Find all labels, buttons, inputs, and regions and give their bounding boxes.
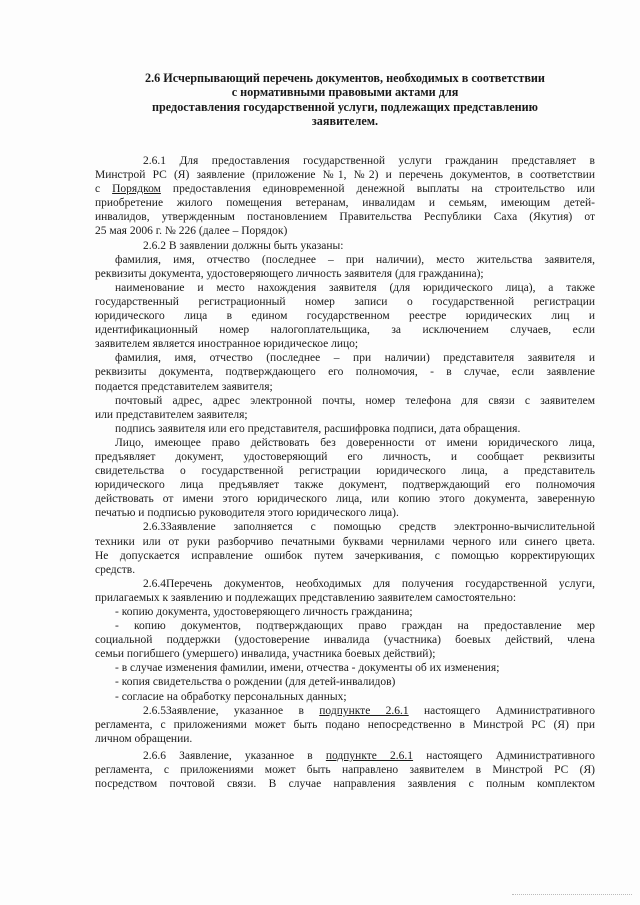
- list-item-name: идентификационный номер налогоплательщика, за исключением случаев, если: [95, 324, 595, 337]
- legal-entity-paragraph: печатью и подписью руководителя этого юридического лица).: [95, 507, 399, 520]
- paragraph-2-6-1-line: приобретение жилого помещения ветеранам, инвалидам и семьям, имеющим детей-: [95, 197, 595, 210]
- paragraph-2-6-6-line: регламента, с приложениями может быть направлено заявителем в Минстрой РС (Я): [95, 764, 595, 777]
- document-list-item: - в случае изменения фамилии, имени, отчества - документы об их изменения;: [115, 662, 500, 675]
- paragraph-2-6-1-line: 2.6.1 Для предоставления государственной услуги гражданин представляет в: [143, 155, 595, 167]
- text-fragment: настоящего Административного: [413, 749, 595, 762]
- list-item-address: или представителем заявителя;: [95, 408, 248, 421]
- paragraph-2-6-3: техники или от руки разборчиво печатными буквами чернилами черного или синего цвета.: [95, 535, 595, 548]
- list-item-name: государственный регистрационный номер записи о государственной регистрации: [95, 295, 595, 308]
- text-fragment: с: [95, 183, 113, 196]
- heading-line: 2.6 Исчерпывающий перечень документов, необходимых в соответствии: [145, 71, 545, 85]
- subpoint-link[interactable]: подпункте 2.6.1: [319, 704, 409, 717]
- document-list-item: социальной поддержки (удостоверение инвалида (участника) боевых действий, члена: [95, 634, 595, 647]
- subpoint-link[interactable]: подпункте 2.6.1: [325, 749, 414, 762]
- list-item-representative: фамилия, имя, отчество (последнее – при наличии) представителя заявителя и: [115, 352, 595, 365]
- document-list-item: - согласие на обработку персональных данных;: [115, 690, 347, 703]
- paragraph-2-6-3: Не допускается исправление ошибок путем зачеркивания, с помощью корректирующих: [95, 549, 595, 562]
- document-list-item: семьи погибшего (умершего) инвалида, участника боевых действий);: [95, 648, 436, 661]
- legal-entity-paragraph: действовать от имени этого юридического лица, или копию этого документа, заверенную: [95, 493, 595, 506]
- heading-line: заявителем.: [311, 113, 379, 128]
- list-item-name: наименование и место нахождения заявителя (для юридического лица), а также: [115, 281, 595, 294]
- scan-artifact: [512, 891, 632, 895]
- paragraph-2-6-5-line: регламента, с приложениями может быть подано непосредственно в Минстрой РС (Я) при: [95, 718, 595, 731]
- heading-line: предоставления государственной услуги, подлежащих представлению: [152, 99, 538, 114]
- paragraph-2-6-1-line: инвалидов, утвержденным постановлением Правительства Республики Саха (Якутия) от: [95, 211, 595, 224]
- paragraph-2-6-3: средств.: [95, 563, 136, 576]
- document-list-item: - копию документа, удостоверяющего личность гражданина;: [115, 606, 413, 618]
- paragraph-2-6-1-line: Минстрой РС (Я) заявление (приложение №1, №2) и перечень документов, в соответствии: [95, 169, 595, 182]
- paragraph-2-6-2: 2.6.2 В заявлении должны быть указаны:: [143, 239, 344, 252]
- document-list-item: - копия свидетельства о рождении (для детей-инвалидов): [115, 676, 396, 689]
- text-fragment: предоставления единовременной денежной выплаты на строительство или: [160, 183, 595, 196]
- paragraph-2-6-5-line: личном обращении.: [95, 732, 193, 745]
- list-item-signature: подпись заявителя или его представителя, расшифровка подписи, дата обращения.: [115, 422, 521, 435]
- text-fragment: 2.6.6 Заявление, указанное в: [143, 749, 326, 762]
- legal-entity-paragraph: Лицо, имеющее право действовать без доверенности от имени юридического лица,: [115, 436, 595, 449]
- paragraph-2-6-6-line: посредством почтовой связи. В случае направления заявления с полным комплектом: [95, 778, 595, 791]
- legal-entity-paragraph: предъявляет документ, удостоверяющий его личность, и сообщает реквизиты: [95, 450, 595, 463]
- list-item-representative: подается представителем заявителя;: [95, 380, 273, 393]
- list-item-address: почтовый адрес, адрес электронной почты, номер телефона для связи с заявителем: [115, 394, 595, 407]
- text-fragment: настоящего Административного: [408, 704, 595, 717]
- heading-line: с нормативными правовыми актами для: [231, 85, 459, 100]
- document-list-item: - копию документов, подтверждающих право граждан на предоставление мер: [115, 620, 595, 633]
- legal-entity-paragraph: юридического лица предъявляет также документ, подтверждающий его полномочия: [95, 479, 595, 492]
- legal-entity-paragraph: свидетельства о государственной регистрации юридического лица, а представитель: [95, 465, 595, 478]
- list-item-representative: реквизиты документа, подтверждающего его полномочия, - в случае, если заявление: [95, 366, 595, 379]
- order-link[interactable]: Порядком: [112, 183, 161, 196]
- paragraph-2-6-3: 2.6.3Заявление заполняется с помощью средств электронно-вычислительной: [143, 521, 595, 534]
- paragraph-2-6-1-line: 25 мая 2006 г. № 226 (далее – Порядок): [95, 225, 288, 238]
- text-fragment: 2.6.5Заявление, указанное в: [143, 704, 320, 717]
- paragraph-2-6-4: 2.6.4Перечень документов, необходимых для получения государственной услуги,: [143, 577, 595, 590]
- list-item-name: заявителем является иностранное юридическое лицо;: [95, 338, 359, 351]
- list-item-fio: фамилия, имя, отчество (последнее – при наличии), место жительства заявителя,: [115, 253, 595, 266]
- paragraph-2-6-1-line: [95, 182, 595, 196]
- paragraph-2-6-4: прилагаемых к заявлению и подлежащих представлению заявителем самостоятельно:: [95, 591, 517, 604]
- paragraph-2-6-6-line: [95, 749, 595, 763]
- section-heading: [110, 71, 580, 128]
- list-item-fio: реквизиты документа, удостоверяющего личность заявителя (для гражданина);: [95, 267, 484, 280]
- document-body: [95, 154, 595, 791]
- paragraph-2-6-5-line: [95, 704, 595, 718]
- list-item-name: юридического лица в едином государственном реестре юридических лиц и: [95, 310, 595, 323]
